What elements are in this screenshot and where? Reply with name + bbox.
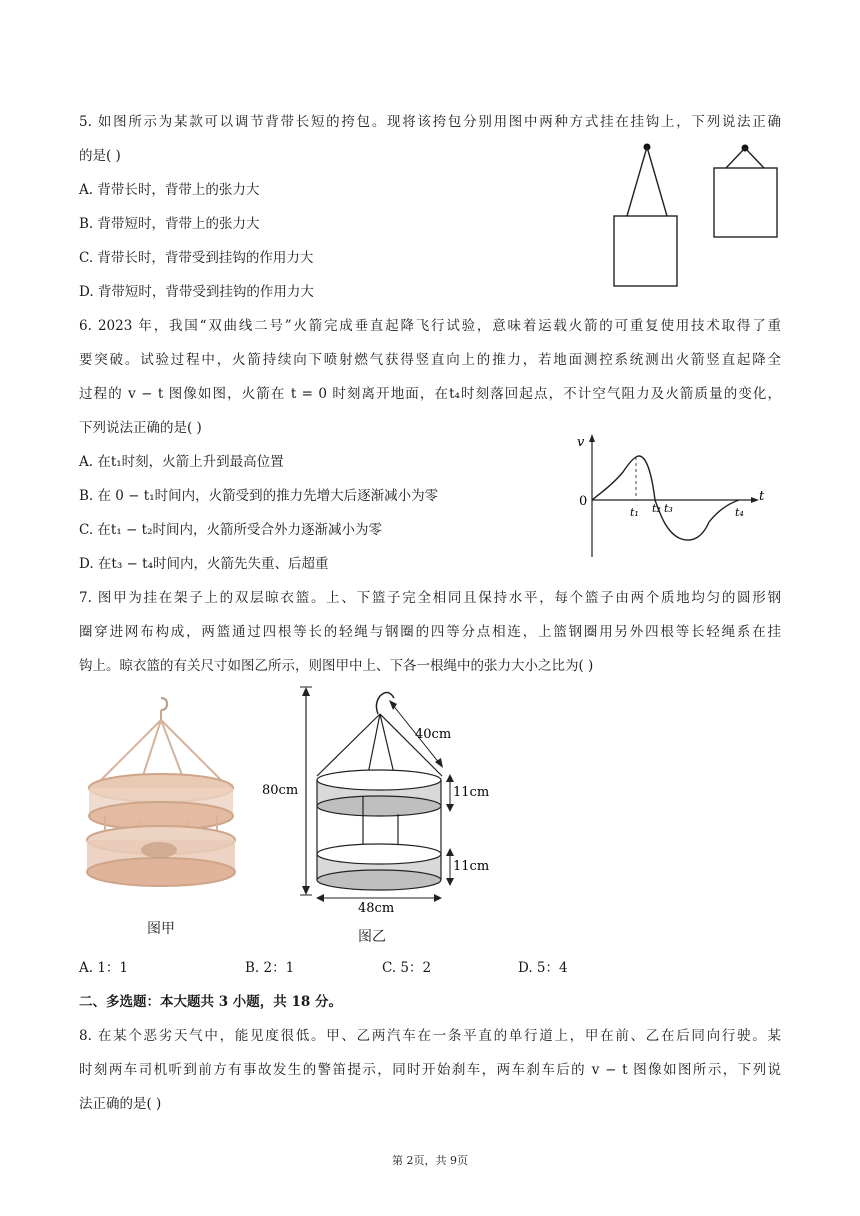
graph-t1-label: t₁: [630, 506, 639, 519]
q5-stem-line-2: 的是( ): [79, 148, 121, 164]
q5-option-a: A. 背带长时，背带上的张力大: [79, 182, 260, 198]
q6-stem-line-3: 过程的 v − t 图像如图，火箭在 t = 0 时刻离开地面，在t₄时刻落回起点，不计空气阻力及火箭质量的变化，: [79, 386, 781, 402]
q6-option-b: B. 在 0 − t₁时间内，火箭受到的推力先增大后逐渐减小为零: [79, 488, 439, 504]
q7-basket-photo: [79, 690, 243, 902]
dim-rope: 40cm: [415, 727, 452, 742]
q6-option-a: A. 在t₁时刻，火箭上升到最高位置: [79, 454, 284, 470]
q5-option-b: B. 背带短时，背带上的张力大: [79, 216, 260, 232]
graph-t4-label: t₄: [735, 506, 744, 519]
dim-width: 48cm: [358, 901, 395, 916]
q7-option-a: A. 1：1: [79, 960, 129, 976]
q7-caption-b: 图乙: [358, 929, 386, 945]
q6-vt-graph: [575, 432, 785, 562]
q7-basket-diagram: [260, 684, 510, 924]
q7-option-d: D. 5：4: [518, 960, 568, 976]
graph-t2-label: t₂: [652, 502, 661, 515]
graph-t-label: t: [759, 489, 765, 504]
q6-stem-line-4: 下列说法正确的是( ): [79, 420, 202, 436]
graph-origin-label: 0: [579, 494, 588, 509]
graph-v-label: v: [577, 435, 585, 450]
page-footer: 第 2页，共 9页: [392, 1154, 468, 1167]
q5-option-d: D. 背带短时，背带受到挂钩的作用力大: [79, 284, 314, 300]
q7-stem-line-3: 钩上。晾衣篮的有关尺寸如图乙所示，则图甲中上、下各一根绳中的张力大小之比为( ): [79, 658, 594, 674]
q7-option-c: C. 5：2: [382, 960, 432, 976]
q8-stem-line-3: 法正确的是( ): [79, 1096, 162, 1112]
q5-bag-figure: [600, 140, 800, 300]
q8-stem-line-2: 时刻两车司机听到前方有事故发生的警笛提示，同时开始刹车，两车刹车后的 v − t 图像如图所示，下列说: [79, 1062, 781, 1078]
dim-bottom-height: 11cm: [453, 859, 490, 874]
q5-option-c: C. 背带长时，背带受到挂钩的作用力大: [79, 250, 314, 266]
section-2-heading: 二、多选题：本大题共 3 小题，共 18 分。: [79, 994, 342, 1010]
q7-stem-line-2: 圈穿进网布构成，两篮通过四根等长的轻绳与钢圈的四等分点相连，上篮钢圈用另外四根等长轻绳系在挂: [79, 624, 781, 640]
q6-option-c: C. 在t₁ − t₂时间内，火箭所受合外力逐渐减小为零: [79, 522, 382, 538]
q7-stem-line-1: 7. 图甲为挂在架子上的双层晾衣篮。上、下篮子完全相同且保持水平，每个篮子由两个质地均匀的圆形钢: [79, 590, 781, 606]
q6-option-d: D. 在t₃ − t₄时间内，火箭先失重、后超重: [79, 556, 329, 572]
dim-height: 80cm: [262, 783, 299, 798]
q8-stem-line-1: 8. 在某个恶劣天气中，能见度很低。甲、乙两汽车在一条平直的单行道上，甲在前、乙在后同向行驶。某: [79, 1028, 781, 1044]
graph-t3-label: t₃: [664, 502, 673, 515]
q7-caption-a: 图甲: [147, 921, 175, 937]
q6-stem-line-1: 6. 2023 年，我国“双曲线二号”火箭完成垂直起降飞行试验，意味着运载火箭的可重复使用技术取得了重: [79, 318, 781, 334]
q7-option-b: B. 2：1: [245, 960, 295, 976]
dim-top-height: 11cm: [453, 785, 490, 800]
q5-stem-line-1: 5. 如图所示为某款可以调节背带长短的挎包。现将该挎包分别用图中两种方式挂在挂钩上，下列说法正确: [79, 114, 781, 130]
q6-stem-line-2: 要突破。试验过程中，火箭持续向下喷射燃气获得竖直向上的推力，若地面测控系统测出火箭竖直起降全: [79, 352, 781, 368]
